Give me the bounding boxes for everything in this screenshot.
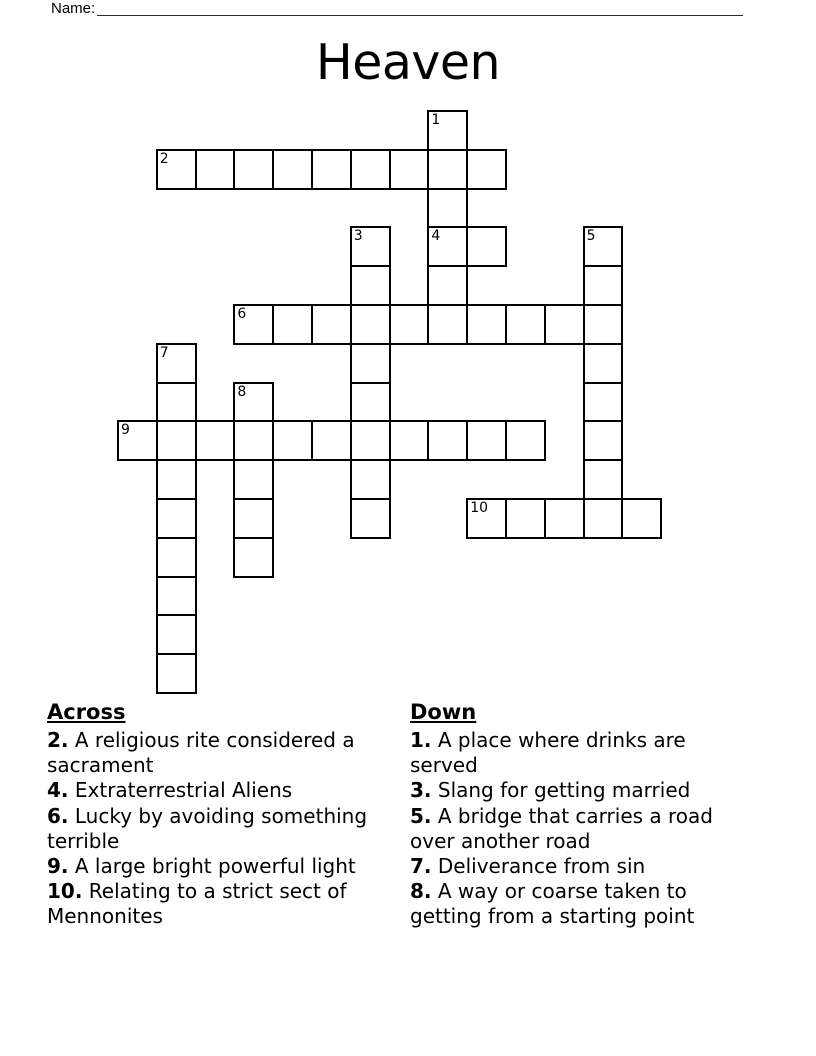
- clue-item-across-9: 9. A large bright powerful light: [47, 854, 356, 879]
- clue-item-across-6: 6. Lucky by avoiding something terrible: [47, 803, 368, 853]
- down-heading: Down: [410, 700, 477, 724]
- clue-item-down-3: 3. Slang for getting married: [410, 778, 691, 803]
- grid-cell: [350, 459, 391, 500]
- grid-cell: [466, 420, 507, 461]
- grid-cell: [156, 382, 197, 423]
- grid-cell: [350, 382, 391, 423]
- grid-cell: [427, 188, 468, 229]
- grid-cell: [583, 459, 624, 500]
- grid-cell: [195, 420, 236, 461]
- clue-number: 4.: [47, 778, 69, 803]
- clue-number: 10.: [47, 879, 83, 904]
- clue-item-across-4: 4. Extraterrestrial Aliens: [47, 778, 293, 803]
- clue-number: 5.: [410, 803, 432, 828]
- clue-item-across-10: 10. Relating to a strict sect of Mennonites: [47, 879, 347, 929]
- grid-cell: [505, 420, 546, 461]
- grid-cell: [505, 498, 546, 539]
- grid-cell: [621, 498, 662, 539]
- grid-cell: [117, 420, 158, 461]
- grid-cell: [389, 420, 430, 461]
- grid-cell: [583, 498, 624, 539]
- grid-cell: [389, 304, 430, 345]
- clue-number: 1.: [410, 728, 432, 752]
- clue-item-down-7: 7. Deliverance from sin: [410, 854, 646, 879]
- grid-cell: [505, 304, 546, 345]
- grid-cell: [350, 149, 391, 190]
- grid-cell: [156, 459, 197, 500]
- grid-cell: [427, 149, 468, 190]
- name-label: Name:: [51, 0, 96, 17]
- page-title: Heaven: [315, 34, 501, 91]
- cell-number: 2: [159, 150, 169, 167]
- grid-cell: [583, 304, 624, 345]
- grid-cell: [156, 576, 197, 617]
- grid-cell: [156, 420, 197, 461]
- grid-cell: [466, 304, 507, 345]
- cell-number: 7: [159, 344, 169, 361]
- cell-number: 4: [431, 228, 441, 245]
- grid-cell: [350, 420, 391, 461]
- grid-cell: [350, 498, 391, 539]
- grid-cell: [156, 343, 197, 384]
- grid-cell: [233, 304, 274, 345]
- clue-number: 3.: [410, 778, 432, 803]
- down-clues: [410, 700, 738, 930]
- grid-cell: [427, 265, 468, 306]
- clue-number: 6.: [47, 803, 69, 828]
- grid-cell: [156, 498, 197, 539]
- grid-cell: [311, 420, 352, 461]
- grid-cell: [233, 382, 274, 423]
- grid-cell: [583, 343, 624, 384]
- across-list: [47, 728, 399, 930]
- clue-number: 2.: [47, 728, 69, 752]
- grid-cell: [272, 149, 313, 190]
- cell-number: 9: [121, 422, 130, 439]
- grid-cell: [583, 382, 624, 423]
- grid-cell: [427, 110, 468, 151]
- grid-cell: [350, 226, 391, 267]
- clue-number: 7.: [410, 854, 432, 879]
- grid-cell: [156, 537, 197, 578]
- cell-number: 3: [353, 228, 363, 245]
- grid-cell: [389, 149, 430, 190]
- grid-cell: [195, 149, 236, 190]
- grid-cell: [156, 614, 197, 655]
- grid-cell: [583, 265, 624, 306]
- grid-cell: [156, 653, 197, 694]
- clue-number: 8.: [410, 879, 432, 904]
- clue-item-down-5: 5. A bridge that carries a road over another road: [410, 803, 713, 853]
- grid-cell: [427, 304, 468, 345]
- grid-cell: [272, 304, 313, 345]
- clue-item-down-8: 8. A way or coarse taken to getting from a starting point: [410, 879, 695, 929]
- grid-cell: [544, 304, 585, 345]
- clue-item-down-1: 1. A place where drinks are served: [410, 728, 686, 778]
- grid-cell: [466, 149, 507, 190]
- grid-cell: [311, 304, 352, 345]
- clue-number: 9.: [47, 854, 69, 879]
- grid-cell: [233, 149, 274, 190]
- grid-cell: [311, 149, 352, 190]
- grid-cell: [272, 420, 313, 461]
- grid-cell: [466, 498, 507, 539]
- cell-number: 1: [431, 112, 441, 128]
- cell-number: 6: [237, 306, 247, 322]
- across-clues: [47, 700, 399, 930]
- grid-cell: [427, 420, 468, 461]
- grid-cell: [233, 537, 274, 578]
- grid-cell: [233, 459, 274, 500]
- grid-cell: [583, 226, 624, 267]
- across-heading: Across: [47, 700, 126, 724]
- down-list: [410, 728, 738, 930]
- grid-cell: [466, 226, 507, 267]
- grid-cell: [350, 304, 391, 345]
- grid-cell: [156, 149, 197, 190]
- cell-number: 5: [586, 228, 596, 245]
- grid-cell: [544, 498, 585, 539]
- grid-cell: [427, 226, 468, 267]
- grid-cell: [583, 420, 624, 461]
- grid-cell: [233, 498, 274, 539]
- grid-cell: [350, 343, 391, 384]
- clue-item-across-2: 2. A religious rite considered a sacrament: [47, 728, 355, 778]
- cell-number: 8: [237, 383, 247, 400]
- grid-cell: [350, 265, 391, 306]
- cell-number: 10: [470, 500, 489, 516]
- grid-cell: [233, 420, 274, 461]
